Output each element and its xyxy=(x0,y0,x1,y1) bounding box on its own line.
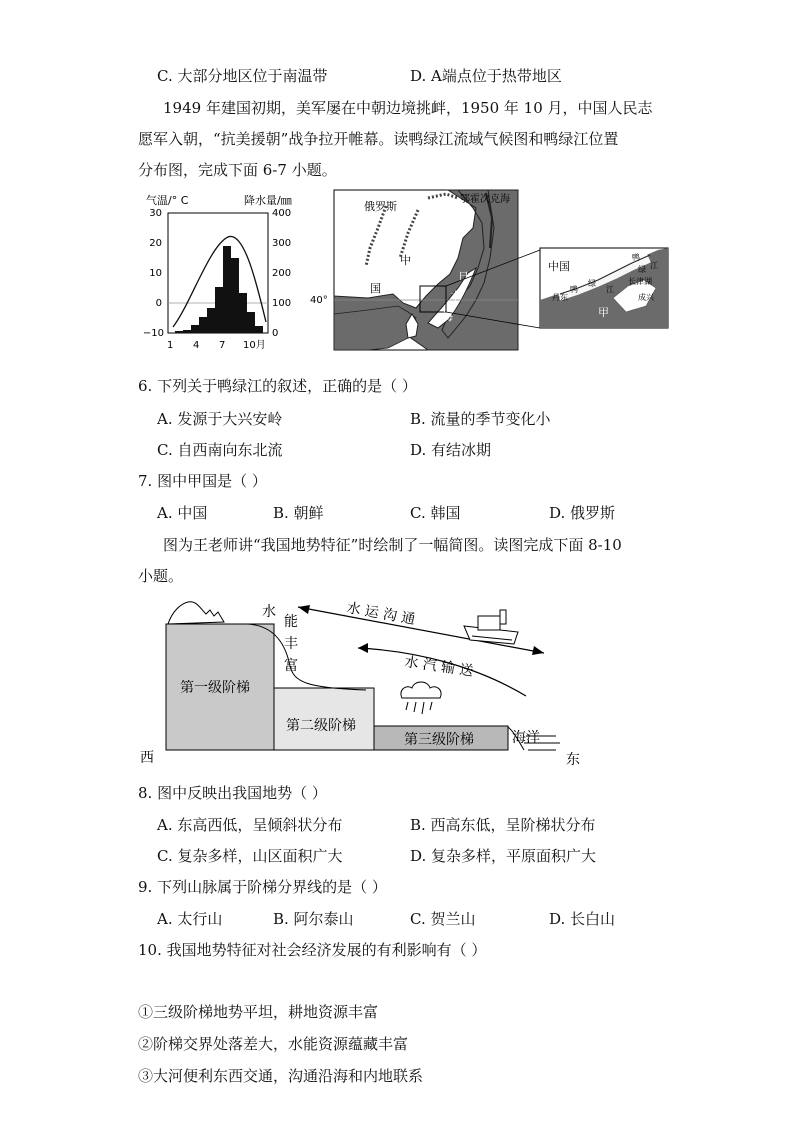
arrowhead-west xyxy=(298,605,310,614)
q6-option-b: B. 流量的季节变化小 xyxy=(410,410,551,428)
passage1-line2: 愿军入朝，“抗美援朝”战争拉开帷幕。读鸭绿江流域气候图和鸭绿江位置 xyxy=(138,130,619,148)
inset-lake-changjin: 长津湖 xyxy=(628,277,652,286)
vapor-arrowhead xyxy=(358,643,368,653)
hydro-char: 能 xyxy=(284,614,298,630)
step-one-label: 第一级阶梯 xyxy=(180,680,250,696)
temp-tick: 30 xyxy=(149,208,162,219)
month-tick: 4 xyxy=(193,340,200,351)
east-label: 东 xyxy=(566,752,580,768)
q10-statement-3: ③大河便利东西交通，沟通沿海和内地联系 xyxy=(138,1067,424,1085)
label-japan-sea-hai: 海 xyxy=(442,310,453,323)
step-two-label: 第二级阶梯 xyxy=(286,718,356,734)
q6-option-c: C. 自西南向东北流 xyxy=(157,441,283,459)
q9-option-c: C. 贺兰山 xyxy=(410,910,476,928)
ship-icon xyxy=(464,610,518,644)
yalu-location-map xyxy=(308,188,670,356)
inset-city-dandong: 丹东 xyxy=(552,293,568,302)
q10-statement-1: ①三级阶梯地势平坦，耕地资源丰富 xyxy=(138,1003,379,1021)
terrain-steps-diagram xyxy=(136,596,586,774)
inset-label-china: 中国 xyxy=(548,260,570,273)
month-tick: 10月 xyxy=(243,340,266,351)
mountain-peak xyxy=(168,602,224,624)
q7-option-a: A. 中国 xyxy=(157,504,208,522)
precip-tick: 400 xyxy=(272,208,292,219)
q9-stem: 9. 下列山脉属于阶梯分界线的是（ ） xyxy=(138,878,387,896)
temp-axis-label: 气温/° C xyxy=(146,194,189,207)
q8-option-d: D. 复杂多样，平原面积广大 xyxy=(410,847,597,865)
climate-chart xyxy=(140,190,300,355)
precip-tick: 100 xyxy=(272,298,292,309)
q5-option-c: C. 大部分地区位于南温带 xyxy=(157,67,328,85)
q7-stem: 7. 图中甲国是（ ） xyxy=(138,472,267,490)
inset-city-chengxing: 成兴 xyxy=(638,293,654,302)
temp-tick: 10 xyxy=(149,268,162,279)
rain-cloud-icon xyxy=(401,682,441,714)
temp-tick: 20 xyxy=(149,238,162,249)
q6-option-d: D. 有结冰期 xyxy=(410,441,492,459)
passage2-line1: 图为王老师讲“我国地势特征”时绘制了一幅简图。读图完成下面 8-10 xyxy=(163,536,622,554)
q7-option-c: C. 韩国 xyxy=(410,504,461,522)
hydro-char: 富 xyxy=(284,658,298,674)
inset-river-label: 绿 xyxy=(588,279,596,288)
q6-stem: 6. 下列关于鸭绿江的叙述，正确的是（ ） xyxy=(138,377,417,395)
temp-tick: 0 xyxy=(155,298,162,309)
water-transport-arrow xyxy=(298,607,544,653)
label-japan-sea-ri: 日 xyxy=(458,270,469,283)
label-china-guo: 国 xyxy=(370,282,381,295)
q8-option-a: A. 东高西低，呈倾斜状分布 xyxy=(157,816,343,834)
label-china-zhong: 中 xyxy=(400,254,411,267)
q7-option-b: B. 朝鲜 xyxy=(273,504,324,522)
arrowhead-east xyxy=(532,646,544,655)
precip-tick: 300 xyxy=(272,238,292,249)
label-japan-sea-ben: 本 xyxy=(450,290,461,303)
label-latitude-40: 40° xyxy=(310,295,328,306)
inset-label-jia: 甲 xyxy=(598,306,609,319)
hydro-char: 丰 xyxy=(284,636,298,652)
passage2-line2: 小题。 xyxy=(138,567,184,585)
q8-option-c: C. 复杂多样，山区面积广大 xyxy=(157,847,343,865)
inset-river-label: 江 xyxy=(650,261,658,270)
label-okhotsk-sea: 鄂霍次克海 xyxy=(460,194,510,205)
west-label: 西 xyxy=(140,750,154,766)
inset-river-label: 鸭 xyxy=(632,253,640,262)
q6-option-a: A. 发源于大兴安岭 xyxy=(157,410,283,428)
q10-stem: 10. 我国地势特征对社会经济发展的有利影响有（ ） xyxy=(138,941,487,959)
q7-option-d: D. 俄罗斯 xyxy=(549,504,616,522)
precip-bars xyxy=(175,246,263,333)
passage1-line1: 1949 年建国初期，美军屡在中朝边境挑衅，1950 年 10 月，中国人民志 xyxy=(163,99,653,117)
temp-tick: −10 xyxy=(142,328,164,339)
q10-statement-2: ②阶梯交界处落差大，水能资源蕴藏丰富 xyxy=(138,1035,409,1053)
q8-stem: 8. 图中反映出我国地势（ ） xyxy=(138,784,327,802)
label-russia: 俄罗斯 xyxy=(364,200,397,213)
inset-river-label: 江 xyxy=(606,285,614,294)
step-three-label: 第三级阶梯 xyxy=(404,732,474,748)
inset-river-label: 鸭 xyxy=(570,285,578,294)
month-tick: 7 xyxy=(219,340,226,351)
water-vapor-label: 水 汽 输 送 xyxy=(403,654,475,680)
passage1-line3: 分布图，完成下面 6-7 小题。 xyxy=(138,161,337,179)
inset-river-label: 绿 xyxy=(638,265,646,274)
precip-tick: 200 xyxy=(272,268,292,279)
q9-option-b: B. 阿尔泰山 xyxy=(273,910,354,928)
hydro-char: 水 xyxy=(262,604,276,620)
precip-axis-label: 降水量/㎜ xyxy=(244,194,292,207)
water-transport-label: 水 运 沟 通 xyxy=(345,600,417,628)
month-tick: 1 xyxy=(167,340,174,351)
precip-tick: 0 xyxy=(272,328,279,339)
q8-option-b: B. 西高东低，呈阶梯状分布 xyxy=(410,816,596,834)
q9-option-d: D. 长白山 xyxy=(549,910,616,928)
ocean-label: 海洋 xyxy=(512,730,540,746)
q9-option-a: A. 太行山 xyxy=(157,910,223,928)
q5-option-d: D. A端点位于热带地区 xyxy=(410,67,562,85)
